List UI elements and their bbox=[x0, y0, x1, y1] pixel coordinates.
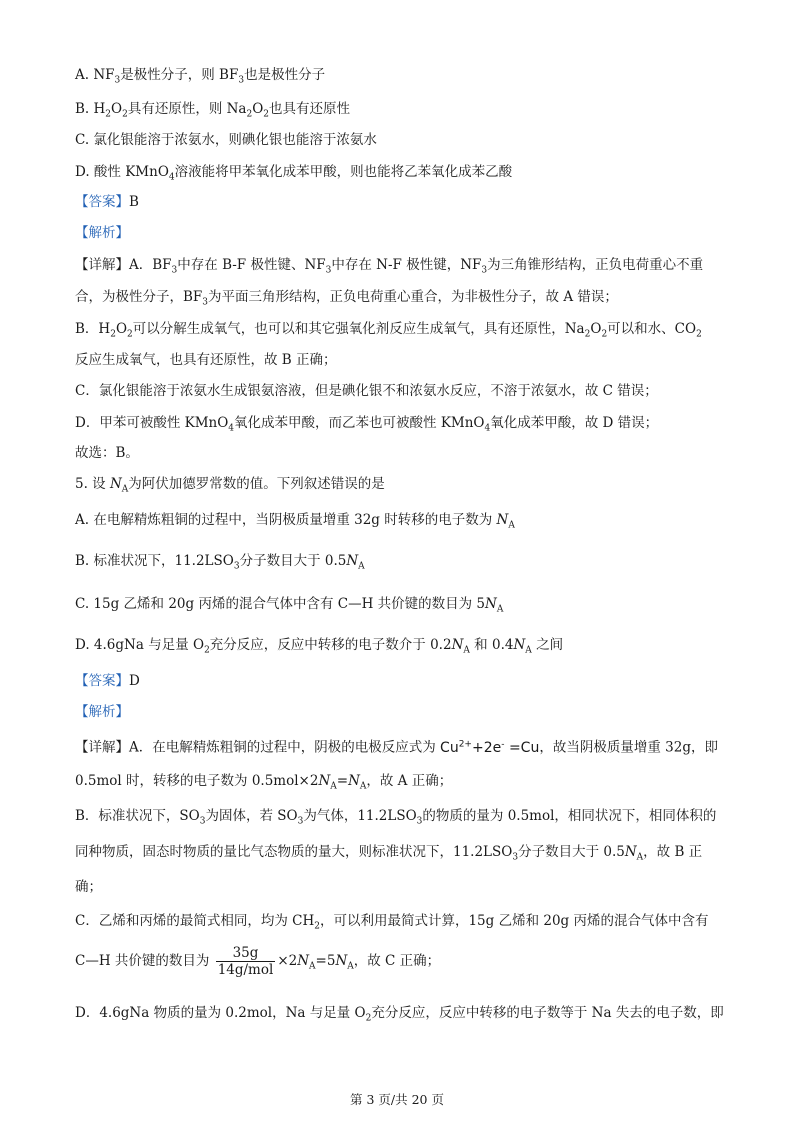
q4-choose: 故选：B。 bbox=[75, 445, 139, 461]
q5-detail-b-line2: 同种物质，固态时物质的量比气态物质的量大，则标准状况下，$11.2LSO_3$分子数目大于 $0.5N_A$，故 B 正 bbox=[75, 844, 703, 863]
q4-detail-c: C．氯化银能溶于浓氨水生成银氨溶液，但是碘化银不和浓氨水反应，不溶于浓氨水，故 C 错误； bbox=[75, 383, 658, 399]
q5-analysis-tag: 【解析】 bbox=[75, 704, 129, 720]
q4-detail-a-line2: 合，为极性分子，$BF_3$为平面三角形结构，正负电荷重心重合，为非极性分子，故 A 错误； bbox=[75, 289, 618, 308]
q4-option-c: C. 氯化银能溶于浓氨水，则碘化银也能溶于浓氨水 bbox=[75, 132, 377, 148]
q4-detail-b-line2: 反应生成氧气，也具有还原性，故 B 正确； bbox=[75, 352, 337, 368]
q5-detail-a-line2: 0.5mol 时，转移的电子数为 $0.5mol\times 2N_A=N_A$，故 A 正确； bbox=[75, 773, 453, 792]
answer-tag: 【答案】 bbox=[75, 194, 129, 210]
q5-option-d: D. 4.6gNa 与足量 $O_2$充分反应，反应中转移的电子数介于 $0.2N_A$ 和 $0.4N_A$ 之间 bbox=[75, 637, 564, 656]
q4-answer: 【答案】B bbox=[75, 194, 139, 210]
q4-option-d: D. 酸性 KMnO$_4$溶液能将甲苯氧化成苯甲酸，则也能将乙苯氧化成苯乙酸 bbox=[75, 164, 513, 183]
q5-stem: 5. 设 $N_A$为阿伏加德罗常数的值。下列叙述错误的是 bbox=[75, 476, 385, 495]
q5-detail-d: D．4.6gNa 物质的量为 0.2mol，Na 与足量 $O_2$充分反应，反应中转移的电子数等于 Na 失去的电子数，即 bbox=[75, 1005, 724, 1024]
q4-analysis-tag: 【解析】 bbox=[75, 225, 129, 241]
q5-detail-c-line1: C．乙烯和丙烯的最简式相同，均为 $CH_2$，可以利用最简式计算，15g 乙烯和 20g 丙烯的混合气体中含有 bbox=[75, 913, 709, 932]
q4-detail-b-line1: B．$H_2O_2$可以分解生成氧气，也可以和其它强氧化剂反应生成氧气，具有还原性，$Na_2O_2$可以和水、$CO_2$ bbox=[75, 321, 702, 340]
page-footer: 第 3 页/共 20 页 bbox=[350, 1092, 444, 1107]
q5-detail-b-line1: B．标准状况下，$SO_3$为固体，若 $SO_3$为气体，$11.2LSO_3$的物质的量为 0.5mol，相同状况下，相同体积的 bbox=[75, 808, 717, 827]
q5-detail-b-line3: 确； bbox=[75, 879, 102, 895]
q5-answer: 【答案】D bbox=[75, 673, 140, 689]
electrode-equation: $Cu^{2+}+2e^- =Cu$ bbox=[440, 739, 540, 756]
q4-detail-d: D．甲苯可被酸性 KMnO$_4$氧化成苯甲酸，而乙苯也可被酸性 KMnO$_4$氧化成苯甲酸，故 D 错误； bbox=[75, 415, 659, 434]
q4-detail-a-line1: 【详解】A．$BF_3$中存在 B-F 极性键、$NF_3$中存在 N-F 极性键，$NF_3$为三角锥形结构，正负电荷重心不重 bbox=[75, 257, 704, 276]
q5-option-a: A. 在电解精炼粗铜的过程中，当阴极质量增重 32g 时转移的电子数为 $N_A$ bbox=[75, 512, 515, 531]
answer-tag: 【答案】 bbox=[75, 673, 129, 689]
q5-option-b: B. 标准状况下，$11.2LSO_3$分子数目大于 $0.5N_A$ bbox=[75, 553, 365, 572]
q5-detail-a-line1: 【详解】A．在电解精炼粗铜的过程中，阴极的电极反应式为 $Cu^{2+}+2e^- =Cu$，故当阴极质量增重 32g，即 bbox=[75, 739, 718, 756]
q5-option-c: C. 15g 乙烯和 20g 丙烯的混合气体中含有 C—H 共价键的数目为 $5N_A$ bbox=[75, 596, 504, 615]
q4-option-b: B. $H_2O_2$具有还原性，则 $Na_2O_2$也具有还原性 bbox=[75, 101, 351, 120]
q4-option-a: A. $NF_3$是极性分子，则 $BF_3$也是极性分子 bbox=[75, 67, 326, 86]
q5-detail-c-line2: C—H 共价键的数目为 $\frac{35g}{\text{14g/mol}}$ $\times 2N_A=5N_A$，故 C 正确； bbox=[75, 945, 441, 978]
fraction: $\frac{35g}{\text{14g/mol}}$ bbox=[217, 945, 274, 978]
